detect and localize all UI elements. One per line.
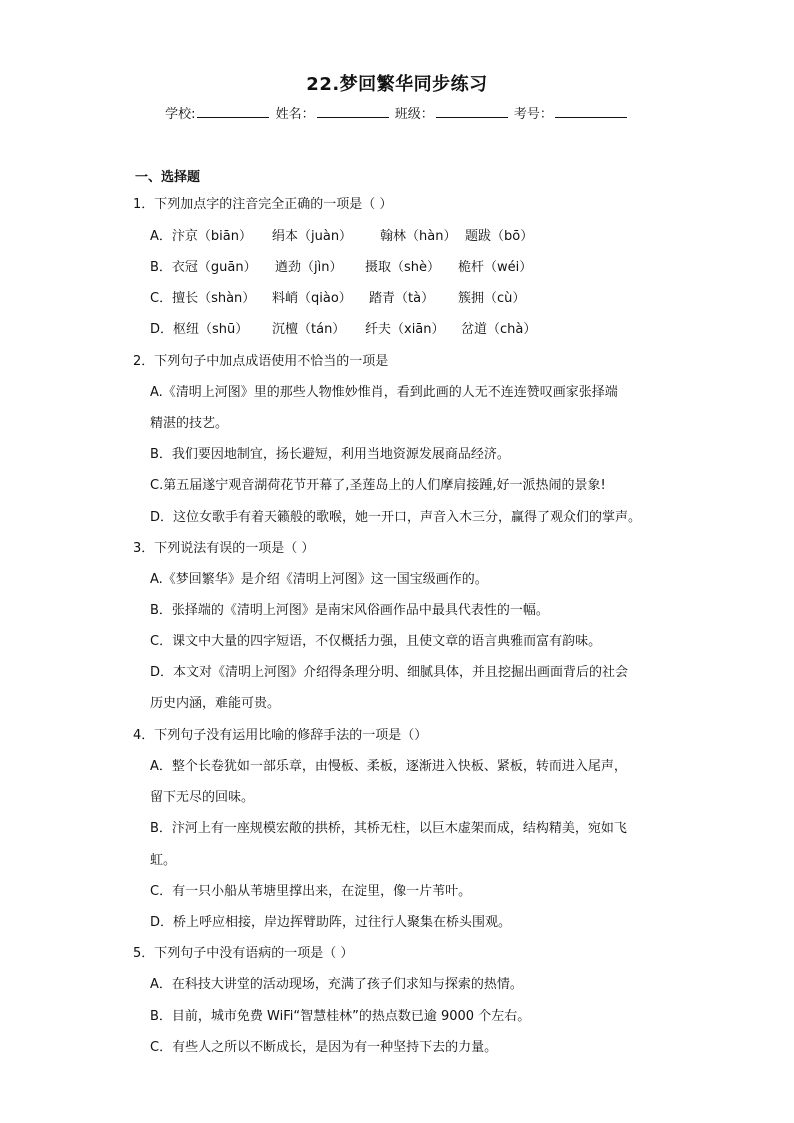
q3-option-b: B．张择端的《清明上河图》是南宋风俗画作品中最具代表性的一幅。 [150, 603, 549, 618]
q2-stem: 2．下列句子中加点成语使用不恰当的一项是 [133, 354, 389, 369]
name-label: 姓名： [275, 107, 315, 122]
q3-option-d-line2: 历史内涵，难能可贵。 [150, 696, 281, 711]
q3-stem: 3．下列说法有误的一项是（ ） [133, 541, 315, 556]
q1-b-3: 摄取（shè） [365, 260, 441, 275]
exam-no-label: 考号： [513, 107, 553, 122]
q4-option-b-line2: 虹。 [150, 853, 177, 868]
q4-option-a-line1: A．整个长卷犹如一部乐章，由慢板、柔板，逐渐进入快板、紧板，转而进入尾声， [150, 759, 627, 774]
school-blank[interactable] [197, 104, 269, 118]
q2-option-d: D．这位女歌手有着天籁般的歌喉，她一开口，声音入木三分，赢得了观众们的掌声。 [150, 510, 642, 525]
q1-b-2: 遒劲（jìn） [275, 260, 343, 275]
q1-a-2: 绢本（juàn） [272, 229, 353, 244]
q4-option-a-line2: 留下无尽的回味。 [150, 790, 255, 805]
q1-d-3: 纤夫（xiān） [365, 322, 445, 337]
q1-c-2: 料峭（qiào） [272, 291, 352, 306]
q1-d-2: 沉檀（tán） [272, 322, 346, 337]
q2-option-b: B．我们要因地制宜，扬长避短，利用当地资源发展商品经济。 [150, 447, 510, 462]
q1-d-4: 岔道（chà） [461, 322, 537, 337]
q1-c-4: 簇拥（cù） [458, 291, 526, 306]
q1-c-3: 踏青（tà） [369, 291, 435, 306]
class-blank[interactable] [436, 104, 508, 118]
q3-option-c: C．课文中大量的四字短语，不仅概括力强，且使文章的语言典雅而富有韵味。 [150, 634, 602, 649]
q2-option-a-line1: A.《清明上河图》里的那些人物惟妙惟肖，看到此画的人无不连连赞叹画家张择端 [150, 385, 618, 400]
q4-option-b-line1: B．汴河上有一座规模宏敞的拱桥，其桥无柱，以巨木虚架而成，结构精美，宛如飞 [150, 821, 627, 836]
q1-a-1: A．汴京（biān） [150, 229, 252, 244]
q5-option-a: A．在科技大讲堂的活动现场，充满了孩子们求知与探索的热情。 [150, 977, 523, 992]
school-label: 学校: [165, 107, 196, 122]
q1-stem: 1．下列加点字的注音完全正确的一项是（ ） [133, 197, 393, 212]
q5-stem: 5．下列句子中没有语病的一项是（ ） [133, 946, 354, 961]
q1-b-4: 桅杆（wéi） [458, 260, 533, 275]
q4-option-c: C．有一只小船从苇塘里撑出来，在淀里，像一片苇叶。 [150, 884, 472, 899]
q1-a-4: 题跋（bō） [465, 229, 534, 244]
q4-stem: 4．下列句子没有运用比喻的修辞手法的一项是（） [133, 728, 428, 743]
student-info-line [0, 103, 794, 122]
q3-option-d-line1: D．本文对《清明上河图》介绍得条理分明、细腻具体，并且挖掘出画面背后的社会 [150, 665, 629, 680]
q1-c-1: C．擅长（shàn） [150, 291, 256, 306]
q1-b-1: B．衣冠（guān） [150, 260, 257, 275]
q2-option-a-line2: 精湛的技艺。 [150, 416, 229, 431]
q3-option-a: A.《梦回繁华》是介绍《清明上河图》这一国宝级画作的。 [150, 572, 488, 587]
section-title: 一、选择题 [135, 170, 201, 185]
q4-option-d: D．桥上呼应相接，岸边挥臂助阵，过往行人聚集在桥头围观。 [150, 915, 512, 930]
page-title: 22.梦回繁华同步练习 [306, 74, 488, 95]
class-label: 班级： [394, 107, 434, 122]
q1-d-1: D．枢纽（shū） [150, 322, 249, 337]
q1-a-3: 翰林（hàn） [380, 229, 457, 244]
exam-no-blank[interactable] [555, 104, 627, 118]
q5-option-b: B．目前，城市免费 WiFi“智慧桂林”的热点数已逾 9000 个左右。 [150, 1009, 531, 1024]
q2-option-c: C.第五届遂宁观音湖荷花节开幕了,圣莲岛上的人们摩肩接踵,好一派热闹的景象! [150, 478, 606, 493]
name-blank[interactable] [317, 104, 389, 118]
q5-option-c: C．有些人之所以不断成长，是因为有一种坚持下去的力量。 [150, 1040, 498, 1055]
